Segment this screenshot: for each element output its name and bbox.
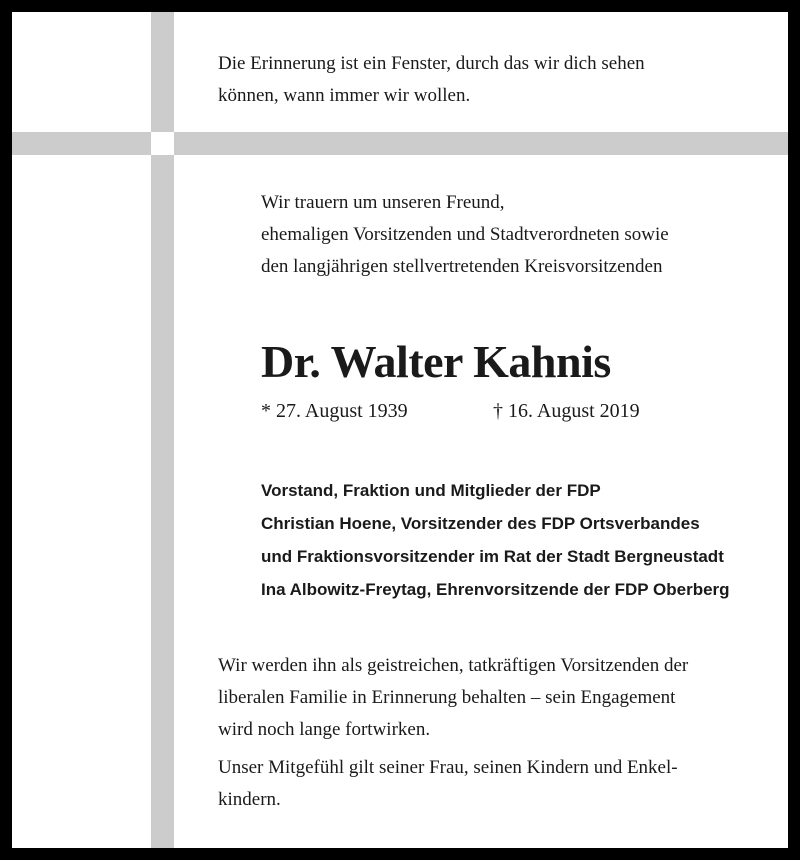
condolence-line: Unser Mitgefühl gilt seiner Frau, seinen Kindern und Enkel- [218, 757, 678, 778]
obituary-card [12, 12, 788, 848]
mourning-intro [261, 187, 781, 283]
birth-date: * 27. August 1939 [261, 400, 408, 422]
tribute-line: Wir werden ihn als geistreichen, tatkräftigen Vorsitzenden der [218, 655, 689, 676]
tribute-paragraph [218, 650, 778, 746]
signer-line: Ina Albowitz-Freytag, Ehrenvorsitzende der FDP Oberberg [261, 580, 730, 599]
death-date: † 16. August 2019 [493, 400, 640, 422]
intro-line: ehemaligen Vorsitzenden und Stadtverordneten sowie [261, 224, 669, 245]
condolence-paragraph [218, 752, 778, 816]
intro-line: Wir trauern um unseren Freund, [261, 192, 505, 213]
memorial-quote [218, 48, 778, 112]
intro-line: den langjährigen stellvertretenden Kreisvorsitzenden [261, 256, 663, 277]
life-dates [261, 396, 781, 426]
tribute-line: wird noch lange fortwirken. [218, 719, 431, 740]
quote-line: Die Erinnerung ist ein Fenster, durch das wir dich sehen [218, 53, 645, 74]
signer-line: Christian Hoene, Vorsitzender des FDP Ortsverbandes [261, 514, 700, 533]
cross-horizontal-bar [12, 132, 788, 155]
deceased-name: Dr. Walter Kahnis [261, 336, 611, 387]
signer-line: Vorstand, Fraktion und Mitglieder der FDP [261, 481, 601, 500]
cross-center [151, 132, 174, 155]
signer-line: und Fraktionsvorsitzender im Rat der Stadt Bergneustadt [261, 547, 724, 566]
condolence-line: kindern. [218, 789, 281, 810]
signers-block [261, 474, 781, 606]
tribute-line: liberalen Familie in Erinnerung behalten – sein Engagement [218, 687, 676, 708]
quote-line: können, wann immer wir wollen. [218, 85, 471, 106]
